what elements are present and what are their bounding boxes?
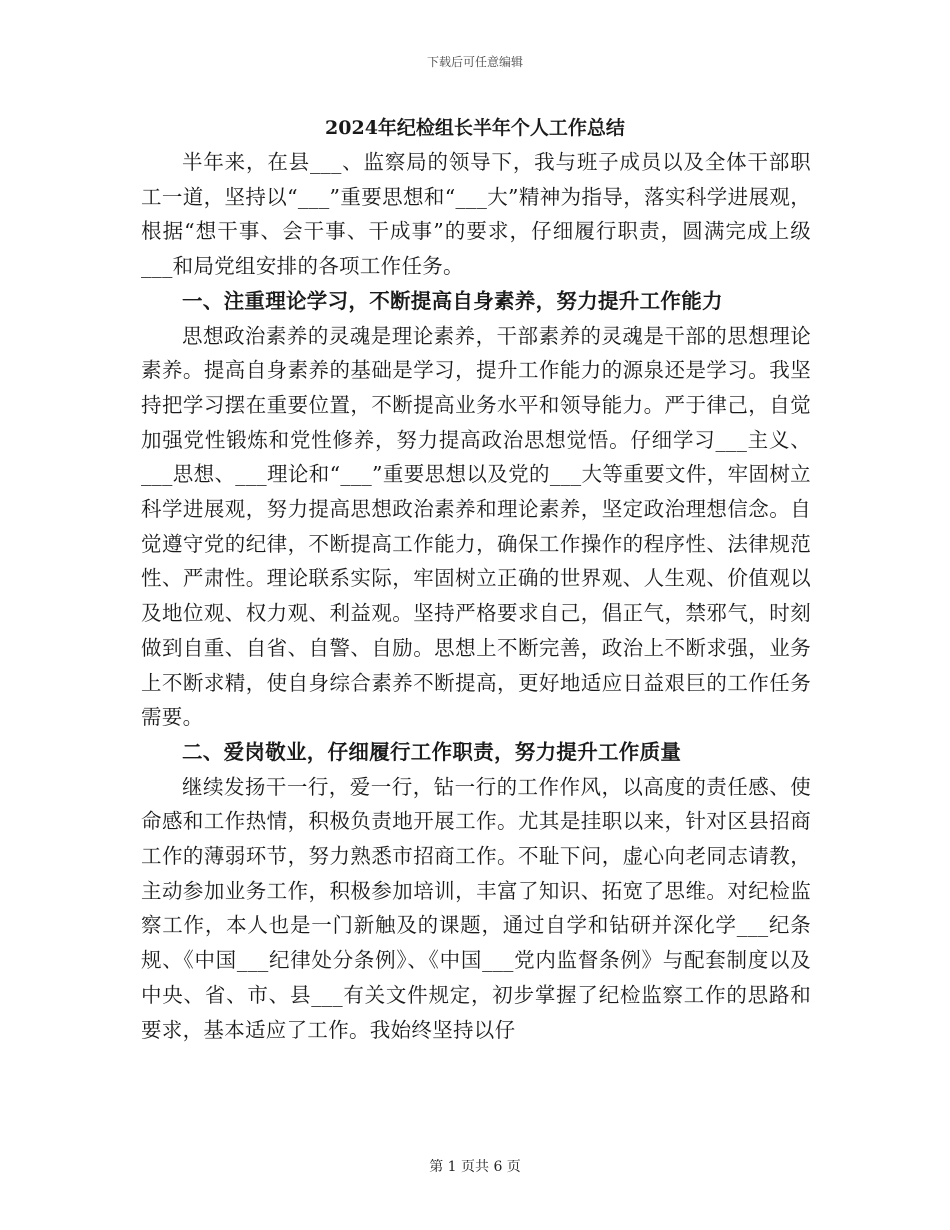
paragraph-section-1: 思想政治素养的灵魂是理论素养，干部素养的灵魂是干部的思想理论素养。提高自身素养的基础是学习，提升工作能力的源泉还是学习。我坚持把学习摆在重要位置，不断提高业务水平和领导能力。严于律己，自觉加强党性锻炼和党性修养，努力提高政治思想觉悟。仔细学习___主义、___思想、___理论和“___”重要思想以及党的___大等重要文件，牢固树立科学进展观，努力提高思想政治素养和理论素养，坚定政治理想信念。自觉遵守党的纪律，不断提高工作能力，确保工作操作的程序性、法律规范性、严肃性。理论联系实际，牢固树立正确的世界观、人生观、价值观以及地位观、权力观、利益观。坚持严格要求自己，倡正气，禁邪气，时刻做到自重、自省、自警、自励。思想上不断完善，政治上不断求强，业务上不断求精，使自身综合素养不断提高，更好地适应日益艰巨的工作任务需要。 — [141, 323, 811, 730]
document-body — [141, 145, 811, 1047]
paragraph-intro: 半年来，在县___、监察局的领导下，我与班子成员以及全体干部职工一道，坚持以“___”重要思想和“___大”精神为指导，落实科学进展观，根据“想干事、会干事、干成事”的要求，仔细履行职责，圆满完成上级___和局党组安排的各项工作任务。 — [141, 150, 811, 279]
page-footer-number: 第 1 页共 6 页 — [429, 1159, 521, 1175]
document-title: 2024年纪检组长半年个人工作总结 — [325, 117, 625, 139]
paragraph-section-2: 继续发扬干一行，爱一行，钻一行的工作作风，以高度的责任感、使命感和工作热情，积极负责地开展工作。尤其是挂职以来，针对区县招商工作的薄弱环节，努力熟悉市招商工作。不耻下问，虚心向老同志请教，主动参加业务工作，积极参加培训，丰富了知识、拓宽了思维。对纪检监察工作，本人也是一门新触及的课题，通过自学和钻研并深化学___纪条规、《中国___纪律处分条例》、《中国___党内监督条例》与配套制度以及中央、省、市、县___有关文件规定，初步掌握了纪检监察工作的思路和要求，基本适应了工作。我始终坚持以仔 — [141, 774, 811, 1042]
section-heading-2: 二、爱岗敬业，仔细履行工作职责，努力提升工作质量 — [182, 739, 682, 764]
page-header-note: 下载后可任意编辑 — [426, 55, 523, 69]
section-heading-1: 一、注重理论学习，不断提高自身素养，努力提升工作能力 — [182, 288, 723, 313]
